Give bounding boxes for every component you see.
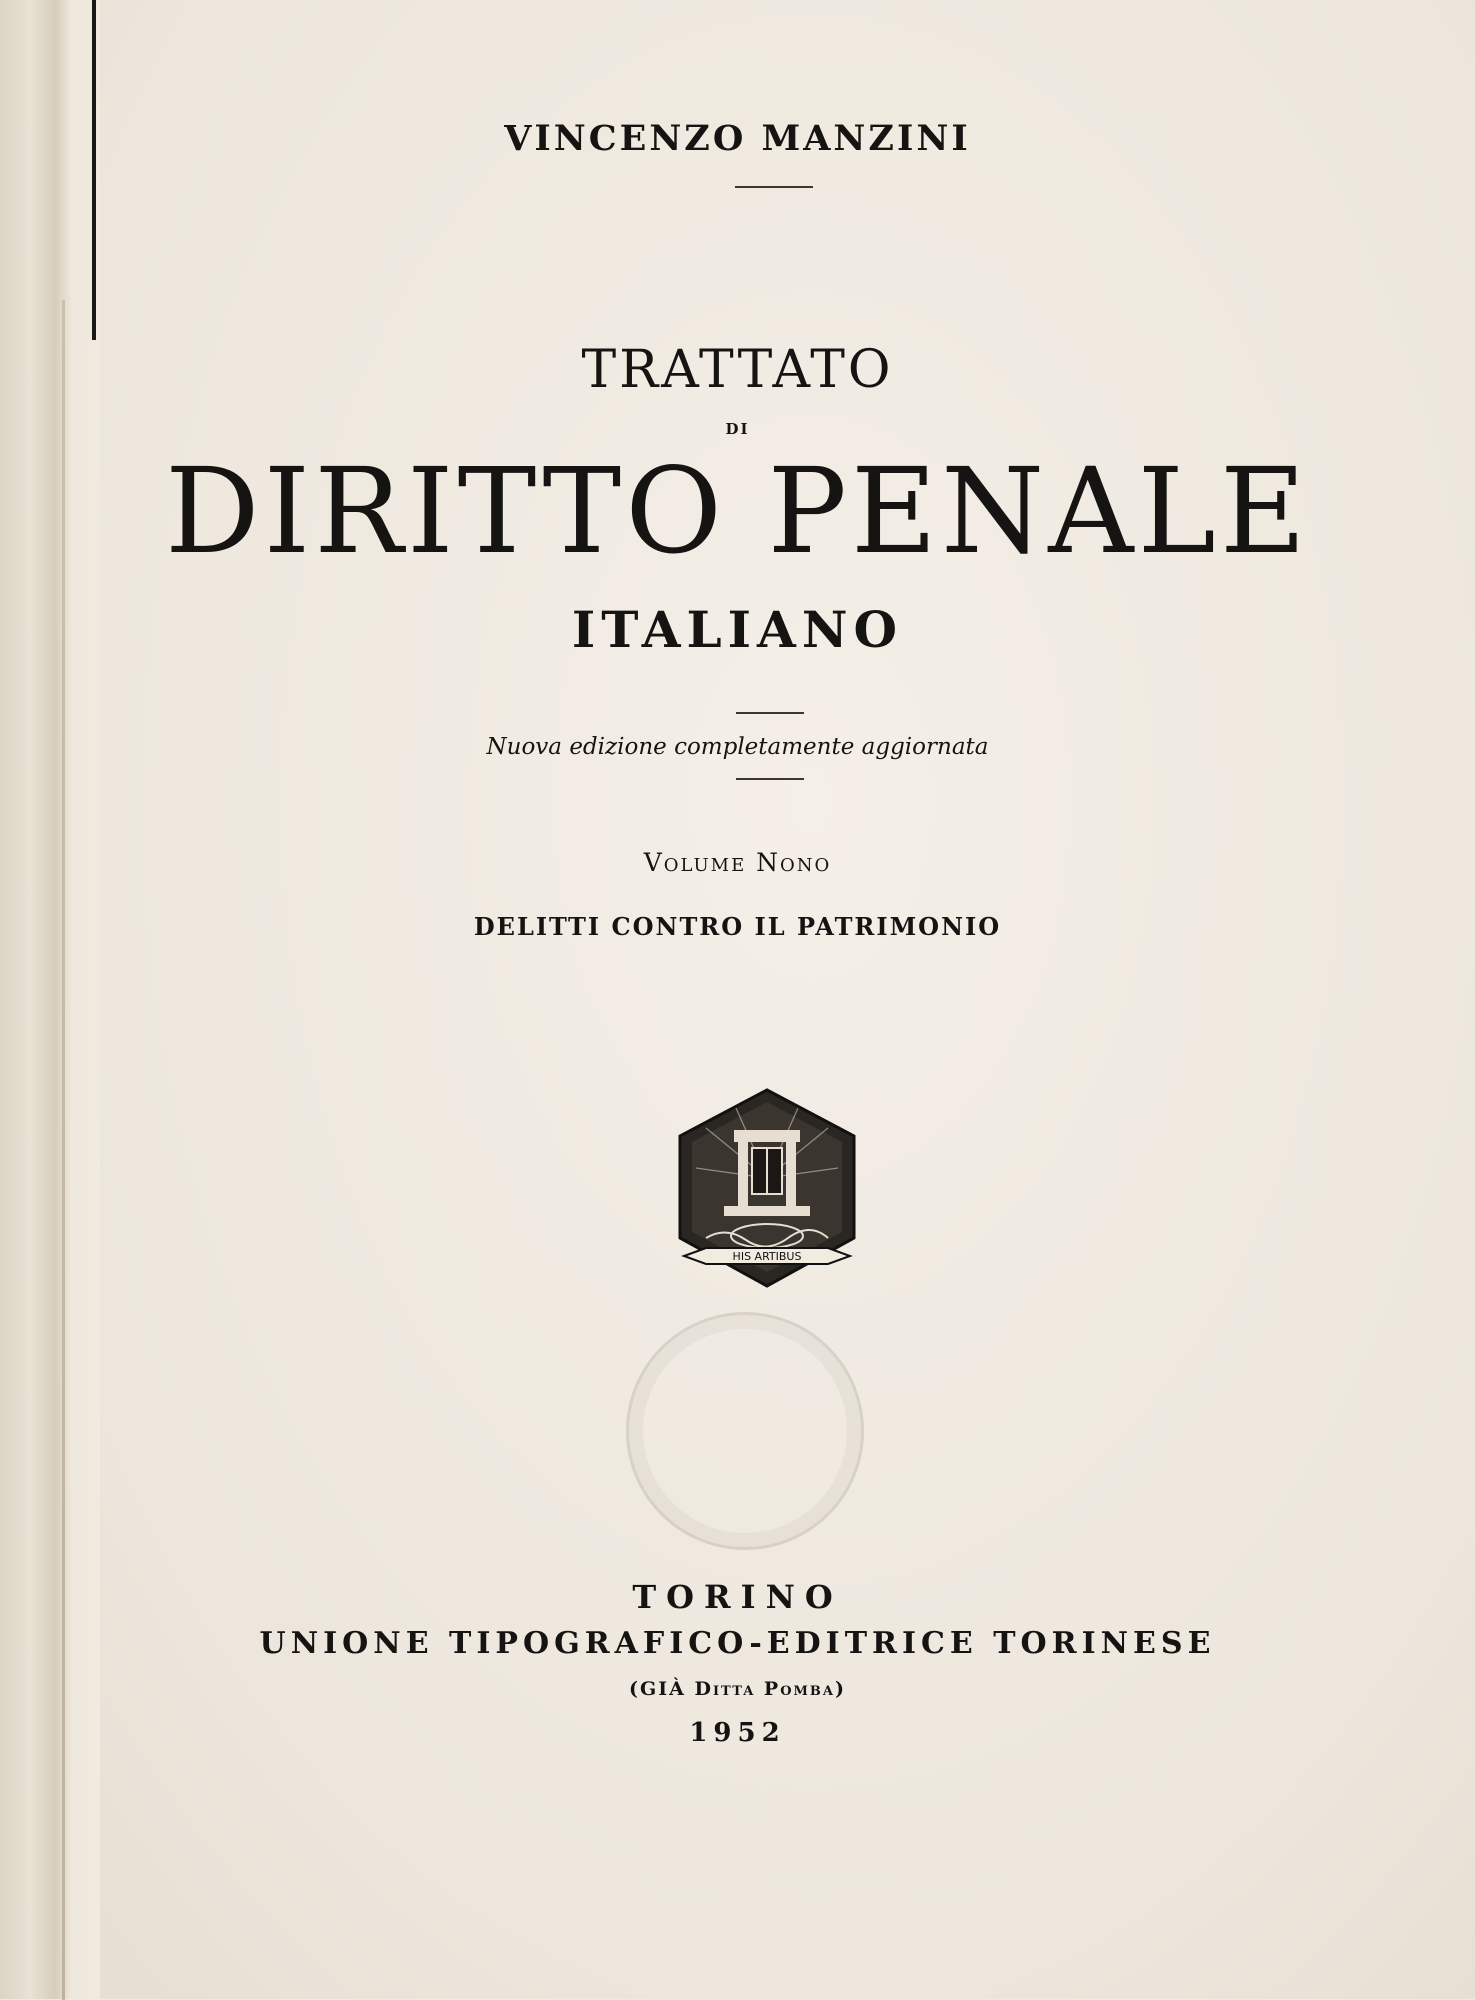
printing-press-emblem-icon	[676, 1088, 858, 1288]
publisher-note: (GIÀ Ditta Pomba)	[629, 1678, 846, 1700]
spine-binding-bar	[92, 0, 96, 340]
publisher-name: UNIONE TIPOGRAFICO-EDITRICE TORINESE	[259, 1626, 1216, 1661]
author-name: VINCENZO MANZINI	[504, 118, 971, 159]
title-connector-di: DI	[725, 420, 750, 438]
title-line-italiano: ITALIANO	[571, 600, 904, 659]
edition-note: Nuova edizione completamente aggiornata	[486, 734, 989, 760]
logo-motto: HIS ARTIBUS	[732, 1250, 802, 1263]
divider-rule	[736, 712, 804, 714]
divider-rule	[736, 778, 804, 780]
divider-rule	[735, 186, 813, 188]
publication-year: 1952	[689, 1718, 786, 1748]
publication-city: TORINO	[632, 1578, 843, 1616]
main-title: DIRITTO PENALE	[164, 442, 1311, 580]
volume-subject: DELITTI CONTRO IL PATRIMONIO	[473, 912, 1002, 941]
volume-label: Volume Nono	[643, 848, 832, 877]
embossed-seal-icon	[626, 1312, 864, 1550]
title-line-trattato: TRATTATO	[581, 340, 894, 400]
